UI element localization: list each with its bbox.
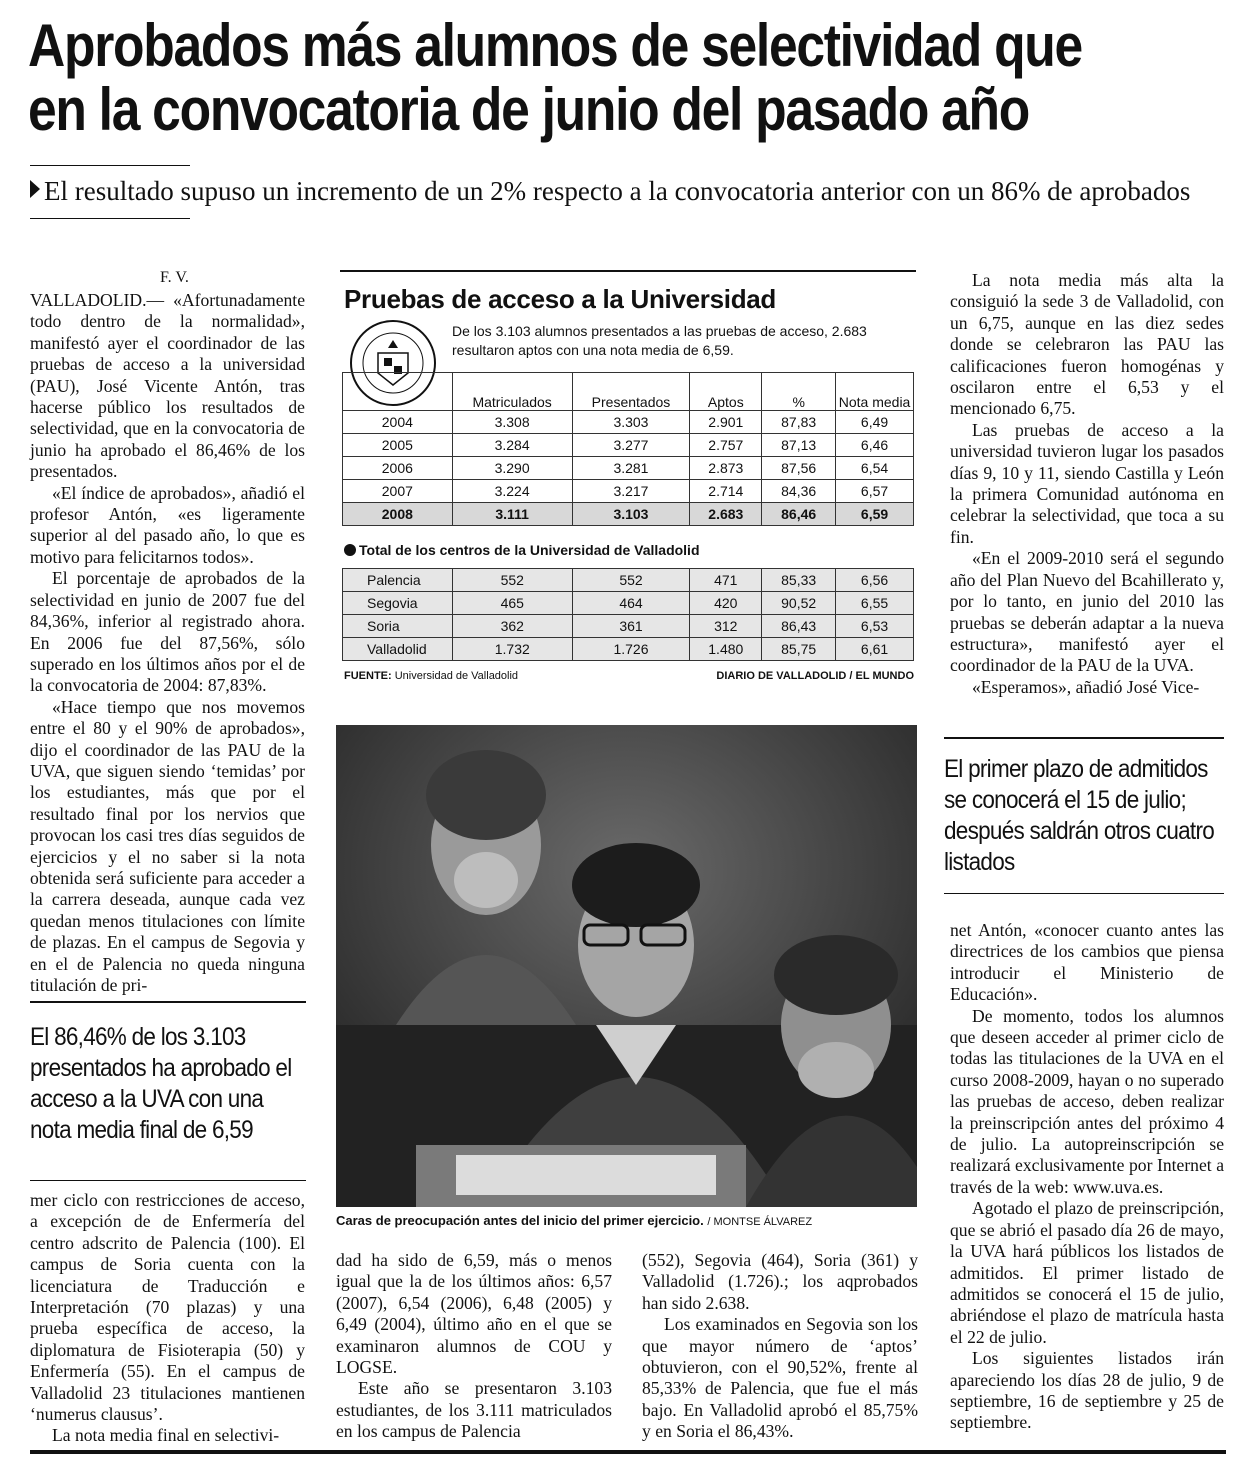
caption-text: Caras de preocupación antes del inicio del primer ejercicio. (336, 1213, 704, 1228)
table-cell: 2005 (343, 434, 453, 457)
table-cell: Segovia (343, 592, 453, 615)
globe-icon (344, 544, 356, 556)
table-cell: 2004 (343, 411, 453, 434)
table-cell: 2.901 (690, 411, 762, 434)
bottom-rule (30, 1450, 1226, 1454)
centers-table (342, 568, 914, 661)
table-cell: Valladolid (343, 638, 453, 661)
table-cell: 3.217 (572, 480, 690, 503)
table-cell: 1.732 (452, 638, 572, 661)
column-1-bottom (30, 1190, 305, 1447)
paragraph: «En el 2009-2010 será el segundo año del Plan Nuevo del Bcahillerato y, por lo tanto, en junio del 2010 las pruebas se deberán adaptar a la nueva estructura», manifestó ayer el coordinador de la PAU de la UVA. (950, 548, 1224, 676)
paragraph: «Esperamos», añadió José Vice- (972, 676, 1200, 697)
paragraph: De momento, todos los alumnos que deseen acceder al primer ciclo de todas las titulaciones de la UVA en el curso 2008-2009, hayan o no superado las pruebas de acceso, deben realizar la preinscripción antes del próximo 4 de julio. La autopreinscripción se realizará exclusivamente por Internet a través de la web: www.uva.es. (950, 1005, 1224, 1197)
photo-caption (336, 1213, 812, 1228)
table-cell: 361 (572, 615, 690, 638)
table-cell: 90,52 (762, 592, 836, 615)
table-source (344, 670, 518, 682)
column-3-bottom (642, 1250, 918, 1443)
table-cell: 87,56 (762, 457, 836, 480)
table-cell: 362 (452, 615, 572, 638)
table-header: Matriculados (452, 373, 572, 411)
table-cell: 2.757 (690, 434, 762, 457)
table-cell: 86,43 (762, 615, 836, 638)
paragraph: Este año se presentaron 3.103 estudiantes, de los 3.111 matriculados en los campus de Palencia (336, 1378, 612, 1442)
table-cell: 3.224 (452, 480, 572, 503)
table-row (343, 411, 914, 434)
column-1-top (30, 290, 305, 996)
table-cell: 87,13 (762, 434, 836, 457)
column-4-top (950, 270, 1224, 698)
paragraph: El porcentaje de aprobados de la selectividad en junio de 2007 fue del 84,36%, inferior al registrado ahora. En 2006 fue del 87,56%, sólo superado en los últimos años por el de la convocatoria de 2004: 87,83%. (30, 568, 305, 696)
table-row (343, 457, 914, 480)
pull-quote-right: El primer plazo de admitidos se conocerá el 15 de julio; después saldrán otros cuatro listados (944, 755, 1215, 876)
subheadline-text: El resultado supuso un incremento de un 2% respecto a la convocatoria anterior con un 86% de aprobados (44, 176, 1191, 206)
table-cell: 465 (452, 592, 572, 615)
paragraph: Agotado el plazo de preinscripción, que se abrió el pasado día 26 de mayo, la UVA hará públicos los listados de admitidos. El primer listado de admitidos se conocerá el 15 de julio, abriéndose el plazo de matrícula hasta el 22 de julio. (950, 1198, 1224, 1347)
paragraph: net Antón, «conocer cuanto antes las directrices de los cambios que piensa introducir el Ministerio de Educación». (950, 920, 1224, 1005)
graphic-intro: De los 3.103 alumnos presentados a las pruebas de acceso, 2.683 resultaron aptos con una nota media de 6,59. (452, 323, 867, 358)
table-cell: Soria (343, 615, 453, 638)
table-cell: 464 (572, 592, 690, 615)
table-cell: 6,59 (836, 503, 914, 526)
table-cell: 3.290 (452, 457, 572, 480)
table-cell: 2.683 (690, 503, 762, 526)
divider (340, 270, 916, 272)
table-row (343, 480, 914, 503)
headline-line-2: en la convocatoria de junio del pasado año (28, 76, 1029, 143)
paragraph: mer ciclo con restricciones de acceso, a excepción de de Enfermería del centro adscrito de Palencia (100). El campus de Soria cuenta con la licenciatura de Traducción e Interpretación (70 plazas) y una prueba específica de acceso, la diplomatura de Fisioterapia (50) y Enfermería (55). En el campus de Valladolid 23 titulaciones mantienen ‘numerus clausus’. (30, 1190, 305, 1425)
table-cell: 552 (572, 569, 690, 592)
paragraph: VALLADOLID.— «Afortunadamente todo dentro de la normalidad», manifestó ayer el coordinador de las pruebas de acceso a la universidad (PAU), José Vicente Antón, tras hacerse público los resultados de selectividad, que en la convocatoria de junio ha aprobado el 86,46% de los presentados. (30, 290, 305, 482)
table-cell: 420 (690, 592, 762, 615)
table-cell: 1.480 (690, 638, 762, 661)
table-cell: 86,46 (762, 503, 836, 526)
table-cell: 1.726 (572, 638, 690, 661)
table-header: Aptos (690, 373, 762, 411)
table-cell: 2007 (343, 480, 453, 503)
table-cell: 6,49 (836, 411, 914, 434)
photo-credit: / MONTSE ÁLVAREZ (707, 1216, 813, 1228)
divider (30, 1001, 306, 1003)
table-cell: 3.284 (452, 434, 572, 457)
table-header: Nota media (836, 373, 914, 411)
table-cell: 3.103 (572, 503, 690, 526)
table-subtitle-text: Total de los centros de la Universidad de Valladolid (359, 542, 700, 558)
table-cell: 6,57 (836, 480, 914, 503)
divider (30, 1180, 306, 1181)
paragraph: «El índice de aprobados», añadió el profesor Antón, «es ligeramente superior al del pasado año, lo que es motivo para felicitarnos todos». (30, 482, 305, 567)
paragraph: dad ha sido de 6,59, más o menos igual que la de los últimos años: 6,57 (2007), 6,54 (2006), 6,48 (2005) y 6,49 (2004), último año en el que se examinaron alumnos de COU y LOGSE. (336, 1250, 612, 1378)
table-cell: 2008 (343, 503, 453, 526)
graphic-title: Pruebas de acceso a la Universidad (344, 284, 777, 314)
table-cell: 84,36 (762, 480, 836, 503)
column-2-bottom (336, 1250, 612, 1443)
table-cell: 3.111 (452, 503, 572, 526)
table-cell: 552 (452, 569, 572, 592)
table-cell: 3.277 (572, 434, 690, 457)
arrow-icon (30, 180, 40, 198)
paragraph: Los siguientes listados irán apareciendo los días 28 de julio, 9 de septiembre, 16 de septiembre y 25 de septiembre. (950, 1348, 1224, 1433)
byline: F. V. (160, 269, 189, 286)
photo-students (336, 725, 917, 1207)
divider (944, 737, 1224, 739)
table-cell: 85,75 (762, 638, 836, 661)
photo-image (336, 725, 917, 1207)
table-cell: 6,56 (836, 569, 914, 592)
table-row (343, 615, 914, 638)
divider (30, 165, 190, 166)
table-header: Presentados (572, 373, 690, 411)
years-table (342, 372, 914, 526)
table-row (343, 638, 914, 661)
table-header-row (343, 373, 914, 411)
paragraph: Los examinados en Segovia son los que mayor número de ‘aptos’ obtuvieron, con el 90,52%, frente al 85,33% de Palencia, que fue el más bajo. En Valladolid aprobó el 85,75% y en Soria el 86,43%. (642, 1314, 918, 1442)
table-cell: Palencia (343, 569, 453, 592)
table-cell: 2.714 (690, 480, 762, 503)
table-cell: 2.873 (690, 457, 762, 480)
table-cell: 6,55 (836, 592, 914, 615)
table-cell: 6,61 (836, 638, 914, 661)
table-credit: DIARIO DE VALLADOLID / EL MUNDO (716, 670, 914, 682)
table-cell: 471 (690, 569, 762, 592)
table-cell: 3.308 (452, 411, 572, 434)
table-header: % (762, 373, 836, 411)
source-label: FUENTE: (344, 670, 392, 682)
paragraph: La nota media más alta la consiguió la sede 3 de Valladolid, con un 6,75, aunque en las diez sedes donde se celebraron las PAU las calificaciones fueron homogénas y oscilaron entre el 6,53 y el mencionado 6,75. (950, 270, 1224, 419)
table-cell: 85,33 (762, 569, 836, 592)
subheadline (30, 176, 1190, 207)
table-cell: 3.281 (572, 457, 690, 480)
data-table-graphic (340, 270, 916, 690)
table-cell: 87,83 (762, 411, 836, 434)
table-row (343, 592, 914, 615)
table-subtitle (344, 542, 700, 558)
divider (944, 893, 1224, 894)
table-header (343, 373, 453, 411)
paragraph: La nota media final en selectivi- (52, 1425, 280, 1446)
table-row-highlight (343, 503, 914, 526)
table-cell: 3.303 (572, 411, 690, 434)
source-text: Universidad de Valladolid (394, 670, 519, 682)
headline (28, 14, 1215, 142)
pull-quote-left: El 86,46% de los 3.103 presentados ha aprobado el acceso a la UVA con una nota media final de 6,59 (30, 1023, 292, 1144)
paragraph: (552), Segovia (464), Soria (361) y Valladolid (1.726).; los aqprobados han sido 2.638. (642, 1250, 918, 1313)
column-4-bottom (950, 920, 1224, 1434)
table-cell: 2006 (343, 457, 453, 480)
headline-line-1: Aprobados más alumnos de selectividad que (28, 12, 1082, 79)
table-row (343, 569, 914, 592)
paragraph: «Hace tiempo que nos movemos entre el 80 y el 90% de aprobados», dijo el coordinador de las PAU de la UVA, que siguen siendo ‘temidas’ por los estudiantes, más que por el resultado final por los nervios que provocan los casi tres días seguidos de ejercicios y el no saber si la nota obtenida será suficiente para acceder a la carrera deseada, aunque cada vez quedan menos titulaciones con límite de plazas. En el campus de Segovia y en el de Palencia no queda ninguna titulación de pri- (30, 696, 305, 995)
divider (30, 218, 190, 219)
table-cell: 6,46 (836, 434, 914, 457)
table-cell: 6,53 (836, 615, 914, 638)
table-row (343, 434, 914, 457)
paragraph: Las pruebas de acceso a la universidad tuvieron lugar los pasados días 9, 10 y 11, siendo Castilla y León la primera Comunidad autónoma en celebrar la selectividad, que toca a su fin. (950, 419, 1224, 547)
table-cell: 312 (690, 615, 762, 638)
table-cell: 6,54 (836, 457, 914, 480)
